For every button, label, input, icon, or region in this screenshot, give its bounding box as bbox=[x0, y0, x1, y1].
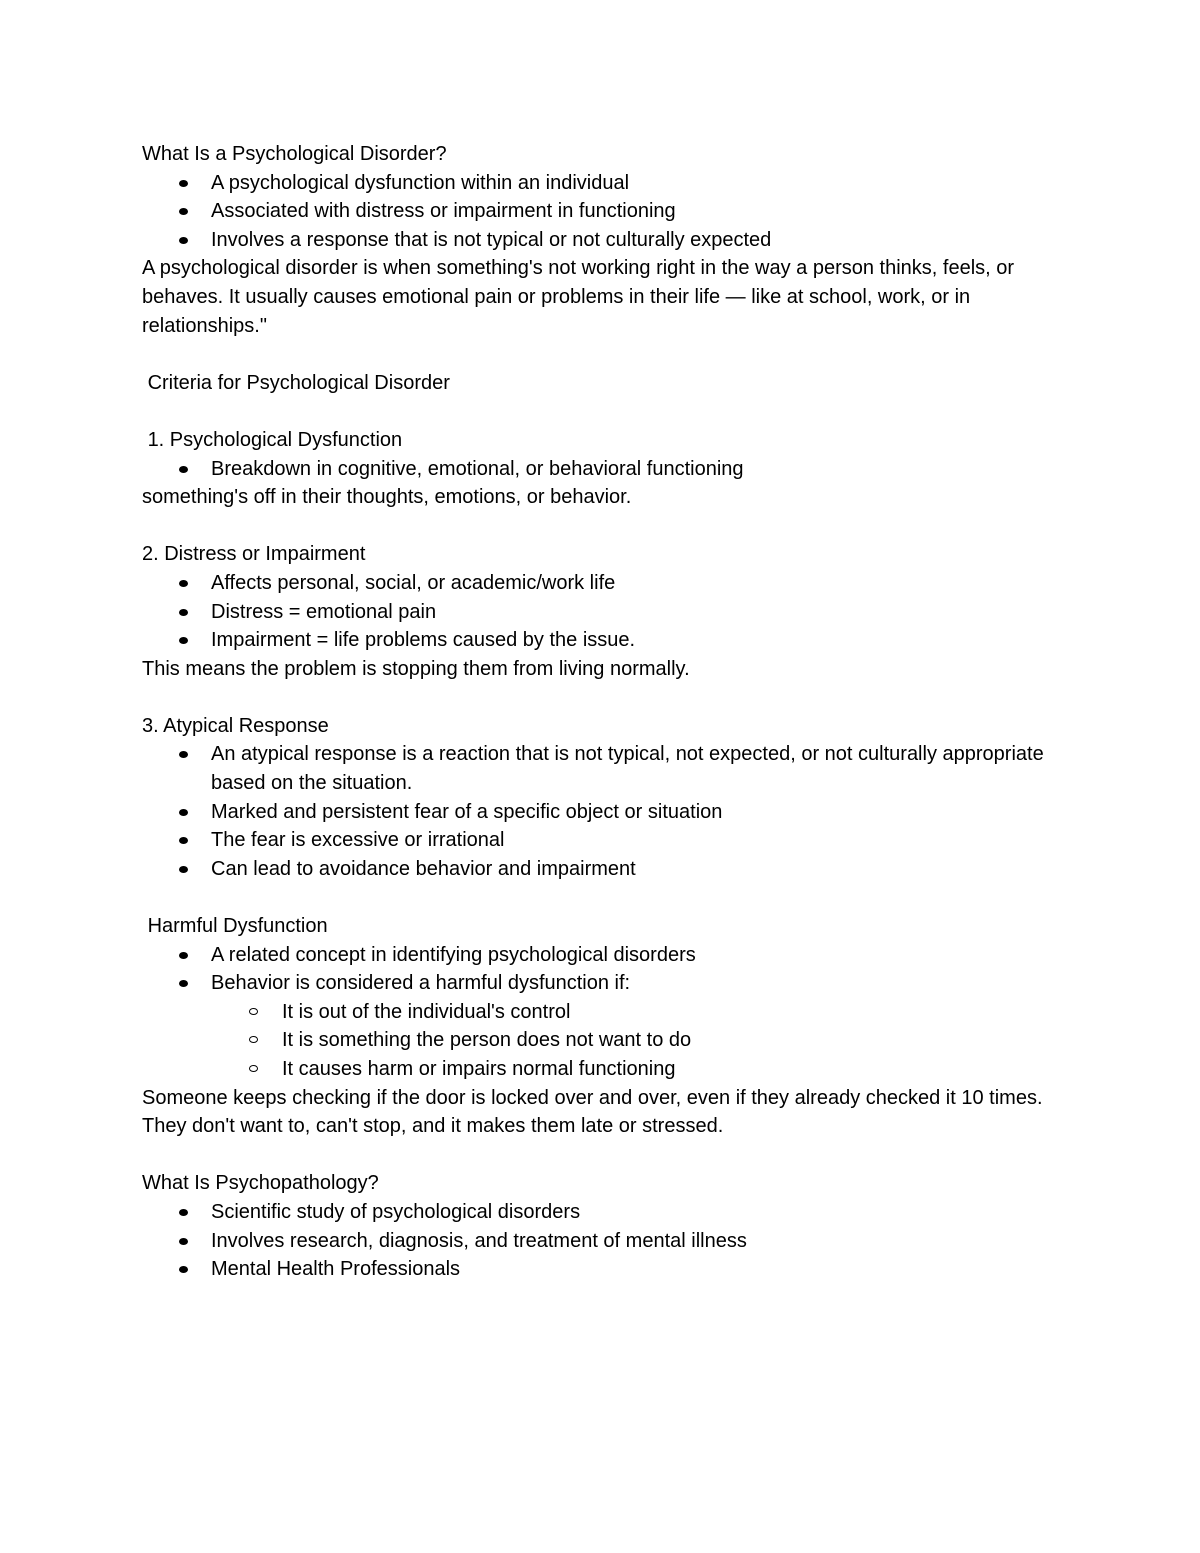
bullet-list bbox=[142, 569, 1072, 655]
spacer bbox=[142, 683, 1072, 712]
section-heading: 2. Distress or Impairment bbox=[142, 543, 366, 566]
list-item: Marked and persistent fear of a specific object or situation bbox=[142, 798, 1072, 827]
list-item: The fear is excessive or irrational bbox=[142, 826, 1072, 855]
sub-list-item: It is out of the individual's control bbox=[142, 998, 1072, 1027]
paragraph: A psychological disorder is when something's not working right in the way a person thinks, feels, or behaves. It usually causes emotional pain or problems in their life — like at school, work, or in relationships." bbox=[142, 257, 1020, 337]
list-item: Distress = emotional pain bbox=[142, 598, 1072, 627]
list-item: An atypical response is a reaction that is not typical, not expected, or not culturally appropriate based on the situation. bbox=[142, 740, 1072, 797]
list-item: Mental Health Professionals bbox=[142, 1255, 1072, 1284]
document-page bbox=[142, 140, 1072, 1284]
list-item: Can lead to avoidance behavior and impairment bbox=[142, 855, 1072, 884]
section-heading: Criteria for Psychological Disorder bbox=[142, 371, 450, 394]
list-item: Impairment = life problems caused by the issue. bbox=[142, 626, 1072, 655]
spacer bbox=[142, 512, 1072, 541]
section-heading: What Is Psychopathology? bbox=[142, 1172, 379, 1195]
spacer bbox=[142, 1141, 1072, 1170]
spacer bbox=[142, 340, 1072, 369]
list-item: Involves research, diagnosis, and treatment of mental illness bbox=[142, 1227, 1072, 1256]
bullet-list bbox=[142, 1198, 1072, 1284]
list-item: Scientific study of psychological disorders bbox=[142, 1198, 1072, 1227]
bullet-list bbox=[142, 740, 1072, 883]
list-item: Associated with distress or impairment in functioning bbox=[142, 197, 1072, 226]
spacer bbox=[142, 883, 1072, 912]
list-item: Breakdown in cognitive, emotional, or behavioral functioning bbox=[142, 455, 1072, 484]
paragraph: This means the problem is stopping them from living normally. bbox=[142, 657, 690, 680]
sub-list-item: It is something the person does not want to do bbox=[142, 1026, 1072, 1055]
paragraph: something's off in their thoughts, emotions, or behavior. bbox=[142, 486, 632, 509]
spacer bbox=[142, 397, 1072, 426]
sub-bullet-list bbox=[142, 998, 1072, 1084]
list-item: Involves a response that is not typical or not culturally expected bbox=[142, 226, 1072, 255]
list-item: A related concept in identifying psychological disorders bbox=[142, 941, 1072, 970]
paragraph: Someone keeps checking if the door is locked over and over, even if they already checked it 10 times. They don't want to, can't stop, and it makes them late or stressed. bbox=[142, 1086, 1048, 1138]
sub-list-item: It causes harm or impairs normal functioning bbox=[142, 1055, 1072, 1084]
section-heading: 1. Psychological Dysfunction bbox=[142, 428, 403, 451]
bullet-list bbox=[142, 941, 1072, 998]
list-item: Behavior is considered a harmful dysfunction if: bbox=[142, 969, 1072, 998]
list-item: Affects personal, social, or academic/work life bbox=[142, 569, 1072, 598]
section-heading: Harmful Dysfunction bbox=[142, 915, 328, 938]
bullet-list bbox=[142, 169, 1072, 255]
list-item: A psychological dysfunction within an individual bbox=[142, 169, 1072, 198]
section-heading: 3. Atypical Response bbox=[142, 714, 329, 737]
section-heading: What Is a Psychological Disorder? bbox=[142, 143, 447, 165]
bullet-list bbox=[142, 455, 1072, 484]
